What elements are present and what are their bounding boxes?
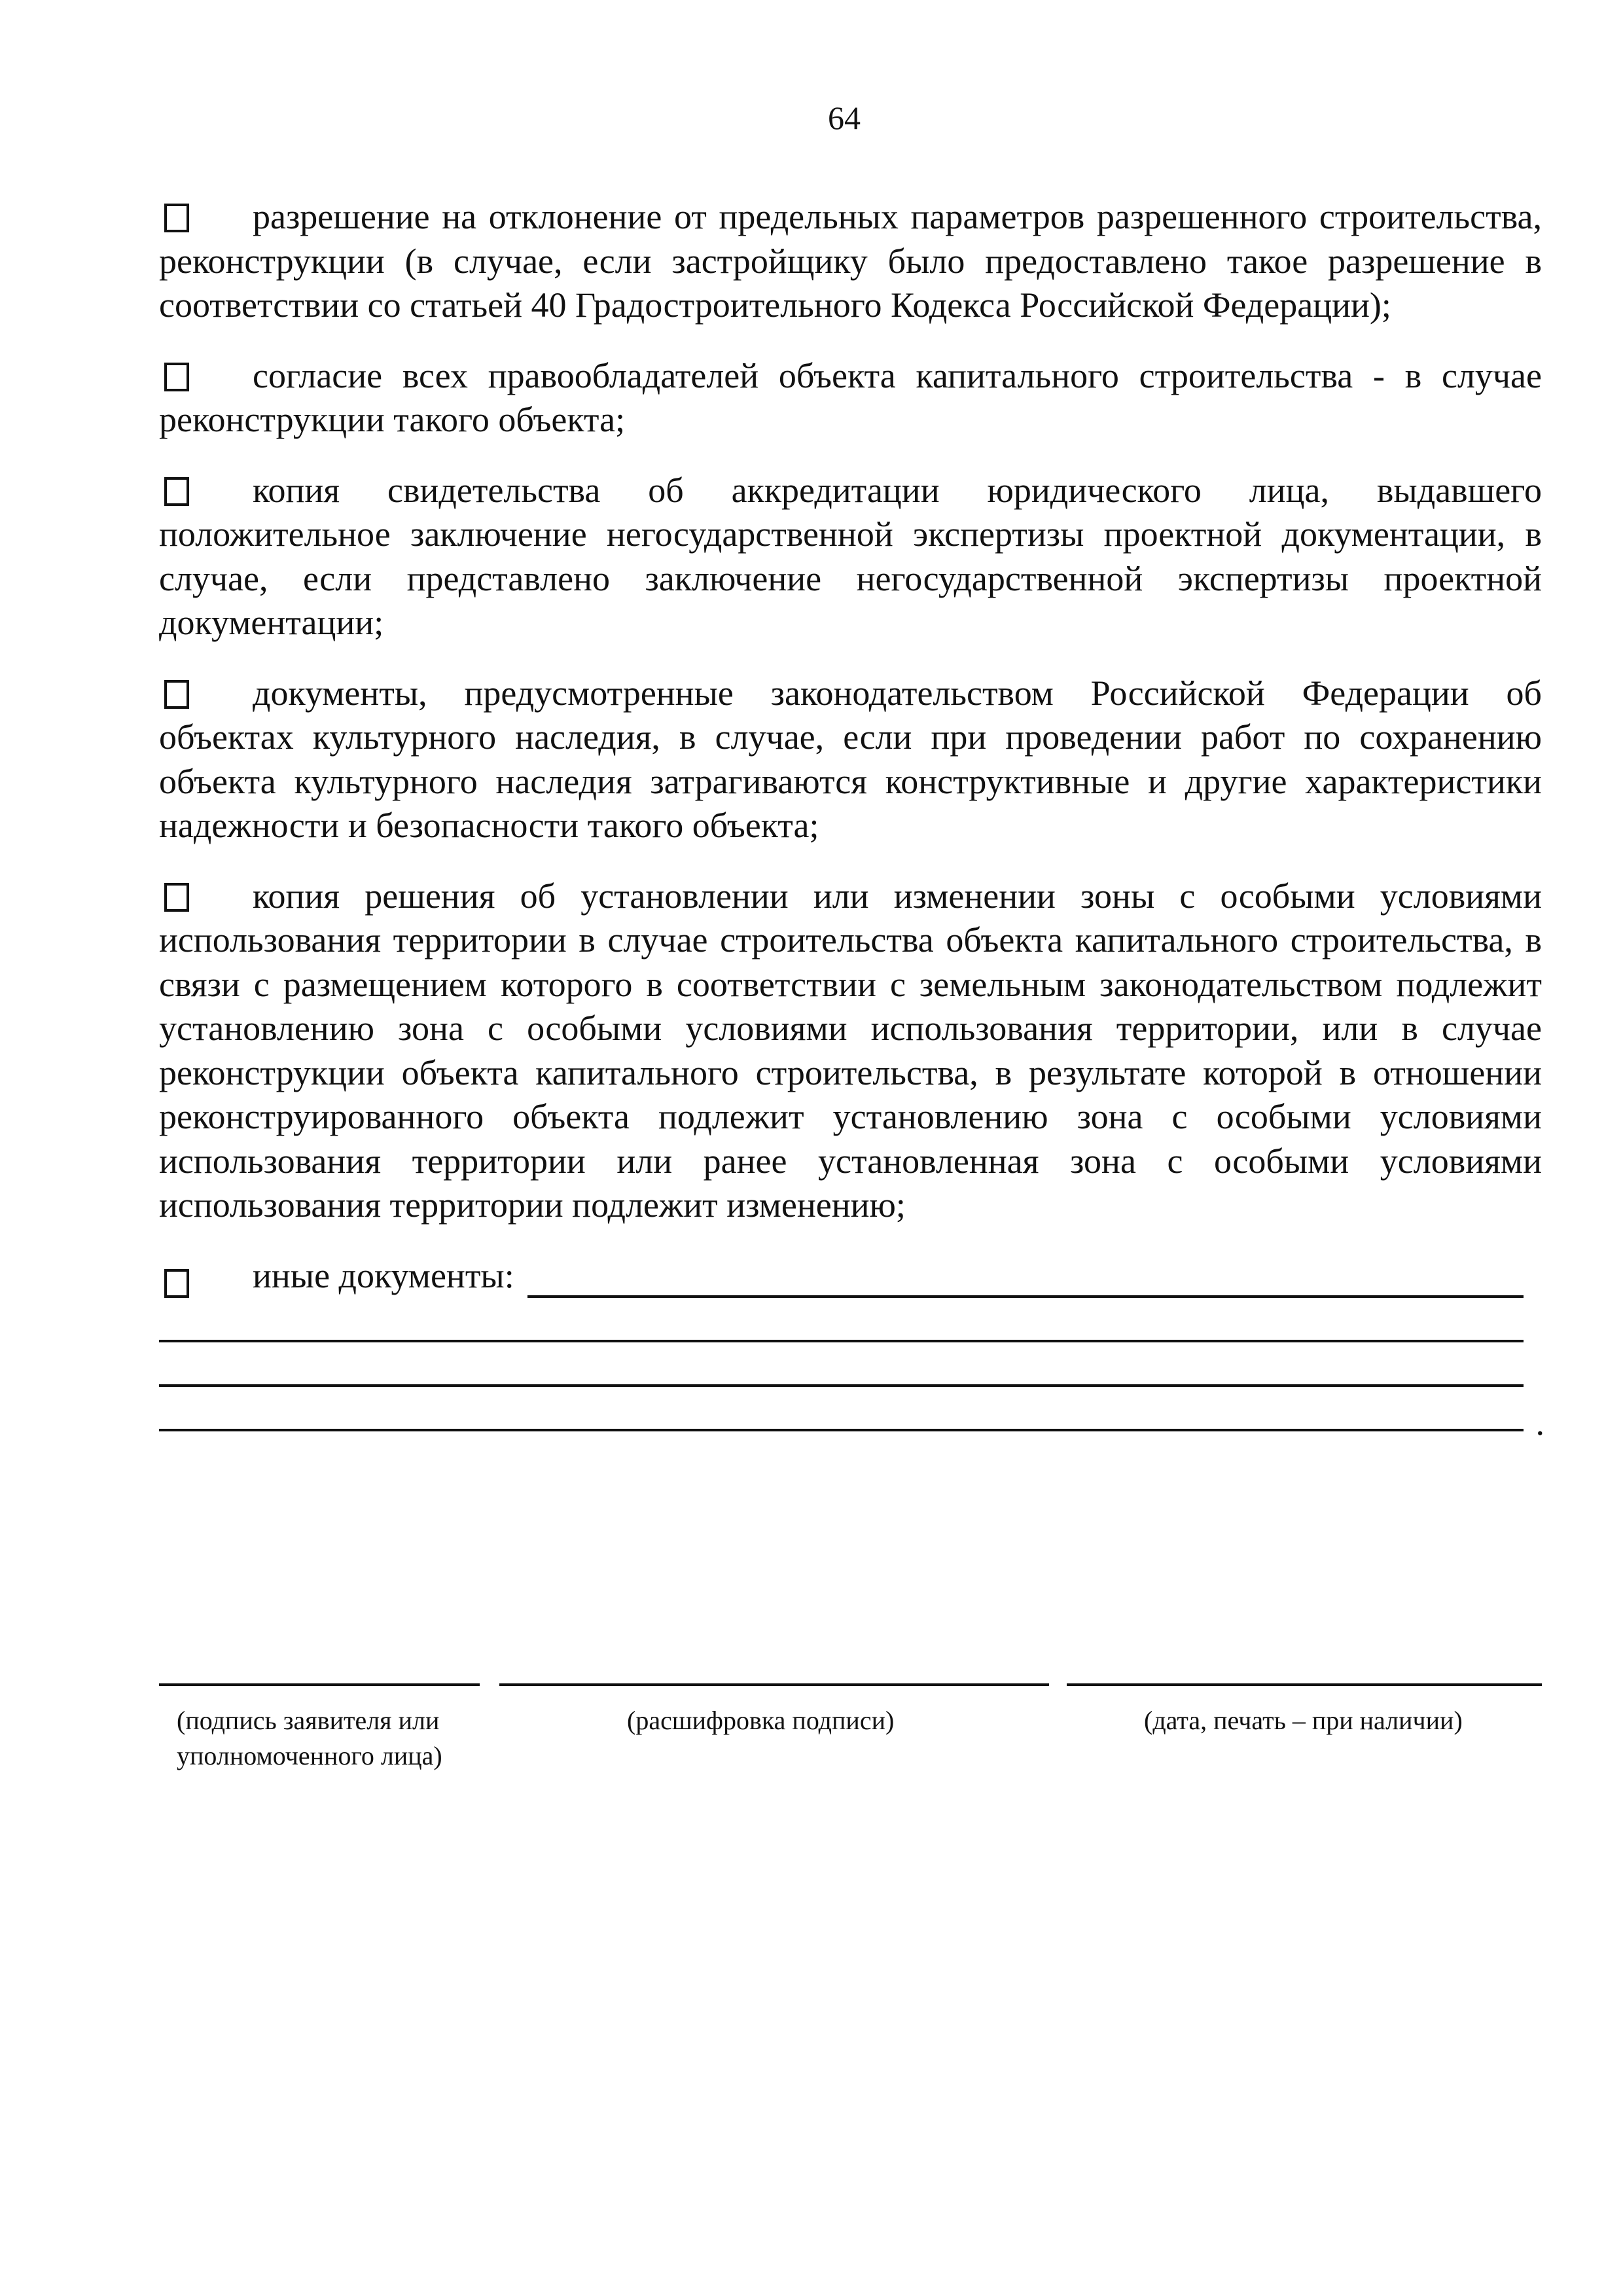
decryption-line[interactable]: [499, 1683, 1049, 1686]
checklist-item-owners-consent: [159, 354, 1542, 442]
checkbox-deviation-permit[interactable]: [164, 204, 189, 232]
date-label: (дата, печать – при наличии): [1144, 1706, 1463, 1735]
checkbox-owners-consent[interactable]: [164, 363, 189, 391]
date-line[interactable]: [1067, 1683, 1542, 1686]
item-text: разрешение на отклонение от предельных параметров разрешенного строительства, реконструкции (в случае, если застройщику было предоставлено такое разрешение в соответствии со статьей 40 Градостроительного Кодекса Российской Федерации);: [159, 197, 1542, 325]
checkbox-other-documents[interactable]: [164, 1269, 189, 1298]
checkbox-cultural-heritage[interactable]: [164, 680, 189, 709]
checklist-item-cultural-heritage: [159, 672, 1542, 848]
other-documents-line-3[interactable]: [159, 1384, 1524, 1387]
checkbox-special-zone[interactable]: [164, 883, 189, 912]
trailing-period: .: [1535, 1403, 1544, 1443]
item-text: копия решения об установлении или изменении зоны с особыми условиями использования территории в случае строительства объекта капитального строительства, в связи с размещением которого в соответствии с земельным законодательством подлежит установлению зона с особыми условиями использования территории, или в случае реконструкции объекта капитального строительства, в результате которой в отношении реконструированного объекта подлежит установлению зона с особыми условиями использования территории или ранее установленная зона с особыми условиями использования территории подлежит изменению;: [159, 876, 1542, 1225]
other-documents-line-4[interactable]: [159, 1429, 1524, 1431]
checkbox-accreditation-copy[interactable]: [164, 477, 189, 506]
other-documents-line-4-wrap: [159, 1403, 1544, 1443]
checklist-item-accreditation-copy: [159, 469, 1542, 645]
checklist-item-special-zone: [159, 874, 1542, 1228]
item-text: документы, предусмотренные законодательством Российской Федерации об объектах культурного наследия, в случае, если при проведении работ по сохранению объекта культурного наследия затрагиваются конструктивные и другие характеристики надежности и безопасности такого объекта;: [159, 673, 1542, 845]
checklist-item-deviation-permit: [159, 195, 1542, 328]
other-documents-label: иные документы:: [253, 1255, 514, 1295]
signature-line[interactable]: [159, 1683, 480, 1686]
other-documents-line-2[interactable]: [159, 1340, 1524, 1342]
item-text: копия свидетельства об аккредитации юридического лица, выдавшего положительное заключение негосударственной экспертизы проектной документации, в случае, если представлено заключение негосударственной экспертизы проектной документации;: [159, 470, 1542, 642]
page-number: 64: [828, 99, 861, 136]
document-checklist: [159, 195, 1544, 1443]
item-text: согласие всех правообладателей объекта капитального строительства - в случае реконструкции такого объекта;: [159, 355, 1542, 439]
decryption-label: (расшифровка подписи): [627, 1706, 895, 1735]
other-documents-field[interactable]: [527, 1260, 1524, 1298]
other-documents-row: [159, 1254, 1542, 1299]
signature-label: (подпись заявителя или уполномоченного лица): [177, 1706, 442, 1770]
